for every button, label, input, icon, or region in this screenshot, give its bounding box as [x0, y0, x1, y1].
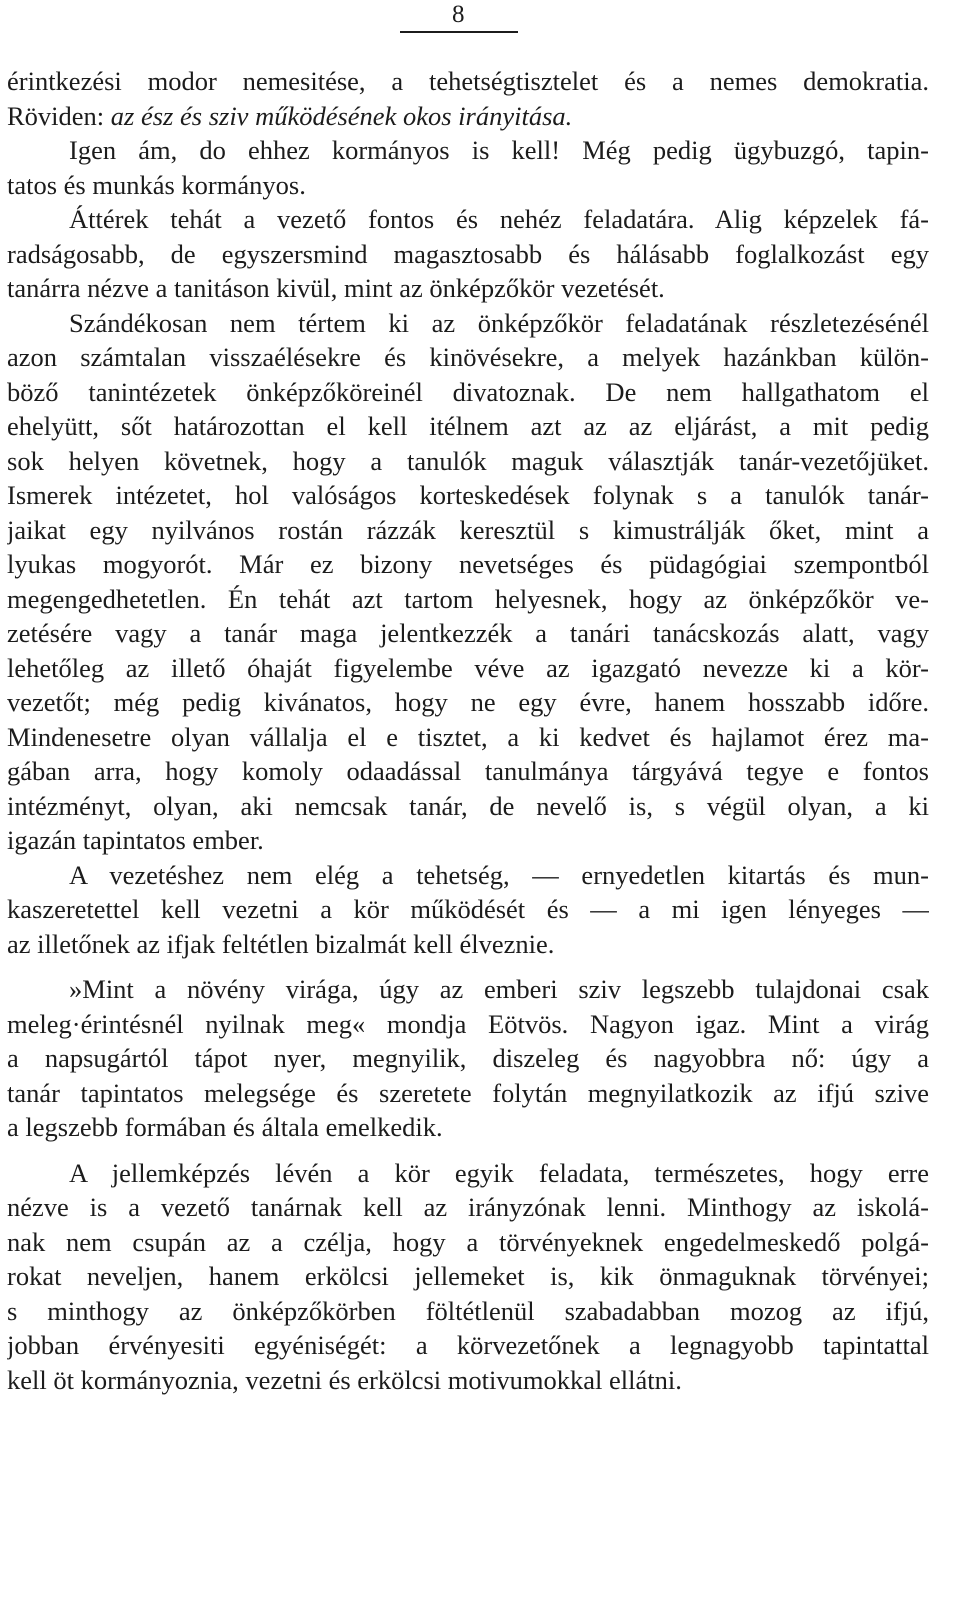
text-line [7, 340, 929, 375]
text-line-content: »Mint a növény virága, úgy az emberi sziv legszebb tulajdonai csak [69, 974, 929, 1004]
text-line [7, 64, 929, 99]
text-line-content: zetésére vagy a tanár maga jelentkezzék a tanári tanácskozás alatt, vagy [7, 618, 929, 648]
text-line-content: intézményt, olyan, aki nemcsak tanár, de nevelő is, s végül olyan, a ki [7, 790, 929, 821]
text-line [7, 823, 929, 858]
text-line [7, 99, 929, 134]
text-line [7, 271, 929, 306]
text-line-content: Ismerek intézetet, hol valóságos korteskedések folynak s a tanulók tanár- [7, 480, 929, 510]
text-line [7, 720, 929, 755]
text-line-content: lyukas mogyorót. Már ez bizony nevetséges és püdagógiai szempontból [7, 549, 929, 579]
text-line-content: A vezetéshez nem elég a tehetség, — ernyedetlen kitartás és mun- [69, 859, 929, 890]
text-line-content: rokat neveljen, hanem erkölcsi jellemeket is, kik önmaguknak törvényei; [7, 1261, 929, 1291]
text-line [7, 1156, 929, 1191]
text-line [7, 1259, 929, 1294]
text-line [7, 1294, 929, 1329]
text-line-content: s minthogy az önképzőkörben föltétlenül szabadabban mozog az ifjú, [7, 1295, 929, 1326]
text-line-content: A jellemképzés lévén a kör egyik feladata, természetes, hogy erre [69, 1157, 929, 1188]
text-line [7, 892, 929, 927]
text-line [7, 616, 929, 651]
text-line-content: a legszebb formában és általa emelkedik. [7, 1112, 443, 1142]
text-line-content: kell öt kormányoznia, vezetni és erkölcsi motivumokkal ellátni. [7, 1364, 682, 1395]
text-line [7, 1110, 929, 1145]
text-line-content: azon számtalan visszaélésekre és kinövésekre, a melyek hazánkban külön- [7, 342, 929, 372]
text-line [7, 1190, 929, 1225]
text-line [7, 375, 929, 410]
text-line-content: ehelyütt, sőt határozottan el kell itélnem azt az az eljárást, a mit pedig [7, 411, 929, 441]
text-line [7, 444, 929, 479]
text-line [7, 651, 929, 686]
text-line [7, 754, 929, 789]
text-line-content: meleg·érintésnél nyilnak meg« mondja Eötvös. Nagyon igaz. Mint a virág [7, 1008, 929, 1039]
text-line [7, 1041, 929, 1076]
text-line [7, 513, 929, 548]
text-line-content: gában arra, hogy komoly odaadással tanulmánya tárgyává tegye e fontos [7, 756, 929, 786]
text-line-content: tanár tapintatos melegsége és szeretete folytán megnyilatkozik az ifjú szive [7, 1077, 929, 1108]
text-line-content: Igen ám, do ehhez kormányos is kell! Még pedig ügybuzgó, tapin- [69, 135, 929, 165]
emphasized-text: az ész és sziv működésének okos irányitása. [110, 100, 573, 131]
text-line [7, 478, 929, 513]
text-line [7, 133, 929, 168]
text-line [7, 1076, 929, 1111]
text-line [7, 1007, 929, 1042]
text-line-content: jaikat egy nyilvános rostán rázzák keresztül s kimustrálják őket, mint a [7, 514, 929, 545]
text-line-content: megengedhetetlen. Én tehát azt tartom helyesnek, hogy az önképzőkör ve- [7, 583, 929, 614]
text-line-content: Mindenesetre olyan vállalja el e tisztet, a ki kedvet és hajlamot érez ma- [7, 721, 929, 752]
text-line-content: érintkezési modor nemesitése, a tehetségtisztelet és a nemes demokratia. [7, 66, 929, 96]
text-line-content: böző tanintézetek önképzőköreinél divatoznak. De nem hallgathatom el [7, 376, 929, 407]
text-line-content: kaszeretettel kell vezetni a kör működését és — a mi igen lényeges — [7, 894, 929, 924]
text-line-content: a napsugártól tápot nyer, megnyilik, diszeleg és nagyobbra nő: úgy a [7, 1043, 929, 1073]
text-line [7, 972, 929, 1007]
text-line [7, 685, 929, 720]
text-line-content: tanárra nézve a tanitáson kivül, mint az önképzőkör vezetését. [7, 273, 665, 303]
text-line [7, 858, 929, 893]
text-line [7, 927, 929, 962]
text-line-content: nak nem csupán az a czélja, hogy a törvényeknek engedelmeskedő polgá- [7, 1226, 929, 1257]
text-line [7, 202, 929, 237]
text-line [7, 306, 929, 341]
text-line-content: igazán tapintatos ember. [7, 825, 264, 855]
text-line [7, 1363, 929, 1398]
text-line [7, 409, 929, 444]
text-line [7, 168, 929, 203]
text-line-content: sok helyen követnek, hogy a tanulók maguk választják tanár-vezetőjüket. [7, 445, 929, 476]
text-line-content: tatos és munkás kormányos. [7, 169, 306, 200]
header-rule [400, 31, 518, 33]
text-line [7, 1328, 929, 1363]
text-line [7, 789, 929, 824]
text-line-content: vezetőt; még pedig kivánatos, hogy ne egy évre, hanem hosszabb időre. [7, 687, 929, 717]
text-line [7, 547, 929, 582]
text-line-content: Röviden: [7, 100, 111, 131]
text-line [7, 582, 929, 617]
page-number: 8 [452, 1, 465, 28]
text-line [7, 1225, 929, 1260]
text-line-content: radságosabb, de egyszersmind magasztosabb és hálásabb foglalkozást egy [7, 238, 929, 269]
text-line-content: az illetőnek az ifjak feltétlen bizalmát kell élveznie. [7, 928, 555, 959]
text-line-content: nézve is a vezető tanárnak kell az irányzónak lenni. Minthogy az iskolá- [7, 1192, 929, 1222]
text-line-content: Áttérek tehát a vezető fontos és nehéz feladatára. Alig képzelek fá- [69, 204, 929, 234]
text-line-content: lehetőleg az illető óhaját figyelembe véve az igazgató nevezze ki a kör- [7, 652, 929, 683]
body-text [7, 64, 929, 1397]
text-line-content: Szándékosan nem tértem ki az önképzőkör feladatának részletezésénél [69, 307, 929, 338]
text-line-content: jobban érvényesiti egyéniségét: a körvezetőnek a legnagyobb tapintattal [7, 1330, 929, 1360]
text-line [7, 237, 929, 272]
